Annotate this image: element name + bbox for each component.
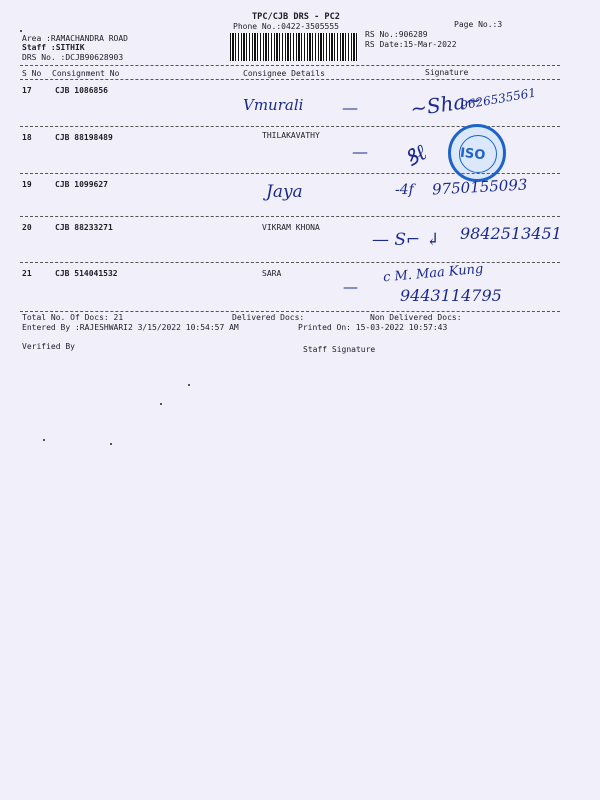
row-sno: 20	[22, 223, 32, 232]
rs-date: RS Date:15-Mar-2022	[365, 40, 457, 49]
row-sno: 17	[22, 86, 32, 95]
divider	[20, 173, 560, 174]
staff-label: Staff :SITHIK	[22, 43, 85, 52]
scan-speck	[43, 439, 45, 441]
verified-by: Verified By	[22, 342, 75, 351]
handwritten-name: Jaya	[266, 182, 303, 202]
scan-speck	[110, 443, 112, 445]
staff-signature: Staff Signature	[303, 345, 376, 354]
row-sno: 19	[22, 180, 32, 189]
hand-dash: —	[352, 142, 368, 161]
barcode	[230, 33, 358, 61]
area-label: Area :RAMACHANDRA ROAD	[22, 34, 128, 43]
signature-scribble: ~Sha~	[408, 87, 484, 121]
total-docs: Total No. Of Docs: 21	[22, 313, 124, 322]
phone-number: Phone No.:0422-3505555	[233, 22, 339, 31]
consignee-name: THILAKAVATHY	[262, 131, 320, 140]
scan-speck	[188, 384, 190, 386]
scan-speck	[20, 30, 22, 32]
consignee-name: SARA	[262, 269, 282, 278]
col-sno: S No	[22, 69, 42, 78]
row-consignment: CJB 88198489	[55, 133, 113, 142]
handwritten-name: c M. Maa Kung	[382, 261, 484, 286]
row-sno: 18	[22, 133, 32, 142]
handwritten-phone: 9750155093	[431, 175, 528, 199]
signature-scribble: — S⌐ ↲	[372, 230, 440, 250]
handwritten-phone: 9842513451	[460, 224, 562, 243]
document-title: TPC/CJB DRS - PC2	[252, 12, 340, 22]
drs-number: DRS No. :DCJB90628903	[22, 53, 124, 62]
page-number: Page No.:3	[454, 20, 503, 29]
stamp-logo: ISO	[459, 145, 486, 164]
entered-by: Entered By :RAJESHWARI2 3/15/2022 10:54:57 AM	[22, 323, 239, 332]
col-consignee: Consignee Details	[243, 69, 325, 78]
signature-scribble: -4f	[395, 182, 414, 198]
handwritten-phone: 9443114795	[400, 286, 502, 305]
row-consignment: CJB 88233271	[55, 223, 113, 232]
rs-number: RS No.:906289	[365, 30, 428, 39]
divider	[20, 216, 560, 217]
non-delivered-docs: Non Delivered Docs:	[370, 313, 462, 322]
printed-on: Printed On: 15-03-2022 10:57:43	[298, 323, 448, 332]
divider	[20, 311, 560, 312]
signature-scribble: ꝸℓ	[400, 140, 432, 173]
row-consignment: CJB 514041532	[55, 269, 118, 278]
row-consignment: CJB 1086856	[55, 86, 108, 95]
col-signature: Signature	[425, 68, 469, 77]
col-consignment: Consignment No	[52, 69, 120, 78]
delivered-docs: Delivered Docs:	[232, 313, 305, 322]
handwritten-phone: 9626535561	[459, 85, 537, 113]
hand-dash: —	[343, 278, 358, 296]
divider	[20, 65, 560, 66]
consignee-name: VIKRAM KHONA	[262, 223, 320, 232]
row-sno: 21	[22, 269, 32, 278]
hand-dash: —	[342, 98, 358, 117]
handwritten-name: Vmurali	[243, 96, 304, 114]
row-consignment: CJB 1099627	[55, 180, 108, 189]
divider	[20, 79, 560, 80]
scan-speck	[160, 403, 162, 405]
